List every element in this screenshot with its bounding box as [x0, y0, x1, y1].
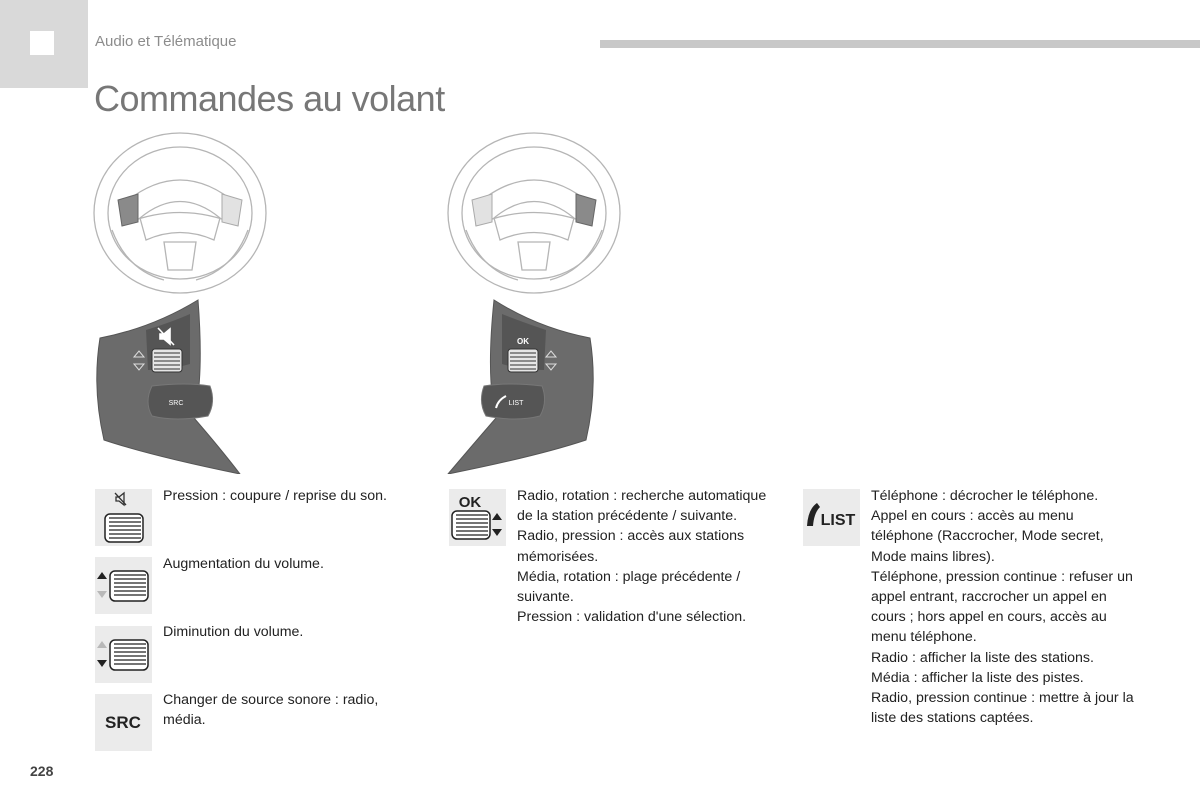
section-label: Audio et Télématique	[95, 33, 237, 50]
arrow-up-icon	[97, 641, 107, 648]
phone-icon	[807, 503, 820, 526]
header-rule	[600, 40, 1200, 48]
volume-up-description: Augmentation du volume.	[163, 556, 324, 572]
steering-wheel-right-illustration	[446, 130, 622, 296]
src-icon-label: SRC	[105, 713, 141, 732]
list-icon-label: LIST	[820, 512, 856, 529]
ok-button-label: OK	[517, 337, 529, 346]
src-icon-box	[95, 694, 152, 751]
list-icon-box	[803, 489, 860, 546]
right-control-pad	[446, 298, 598, 474]
list-button-label: LIST	[508, 400, 524, 407]
chapter-tab	[0, 0, 88, 88]
volume-up-icon-box	[95, 557, 152, 614]
ok-icon-label: OK	[458, 494, 482, 511]
chapter-tab-marker	[30, 31, 54, 55]
scroll-wheel-icon	[452, 511, 490, 539]
scroll-wheel-icon	[110, 571, 148, 601]
page-number: 228	[30, 763, 54, 779]
scroll-wheel-icon	[110, 640, 148, 670]
volume-down-description: Diminution du volume.	[163, 624, 304, 640]
ok-icon-box	[449, 489, 506, 546]
arrow-down-icon	[97, 660, 107, 667]
page-title: Commandes au volant	[94, 78, 445, 119]
src-button-label: SRC	[168, 400, 184, 407]
left-control-pad	[92, 298, 242, 474]
mute-icon	[115, 493, 126, 505]
arrow-down-icon	[97, 591, 107, 598]
src-description: Changer de source sonore : radio, média.	[163, 692, 379, 729]
volume-down-icon-box	[95, 626, 152, 683]
arrow-up-icon	[97, 572, 107, 579]
arrow-down-icon	[492, 529, 502, 536]
mute-control-icon-box	[95, 489, 152, 546]
arrow-up-icon	[492, 513, 502, 520]
mute-description: Pression : coupure / reprise du son.	[163, 488, 387, 504]
scroll-wheel-icon	[105, 514, 143, 542]
list-description: Téléphone : décrocher le téléphone. Appel en cours : accès au menu téléphone (Raccrocher, Mode secret, Mode mains libres). Téléphone, pression continue : refuser un appel entrant, raccrocher un appel en cours ; hors appel en cours, accès au menu téléphone. Radio : afficher la liste des stations. Média : afficher la liste des pistes. Radio, pression continue : mettre à jour la liste des stations captées.	[871, 488, 1134, 727]
steering-wheel-left-illustration	[92, 130, 268, 296]
ok-description: Radio, rotation : recherche automatique de la station précédente / suivante. Radio, pression : accès aux stations mémorisées. Média, rotation : plage précédente / suivante. Pression : validation d'une sélection.	[517, 488, 767, 626]
